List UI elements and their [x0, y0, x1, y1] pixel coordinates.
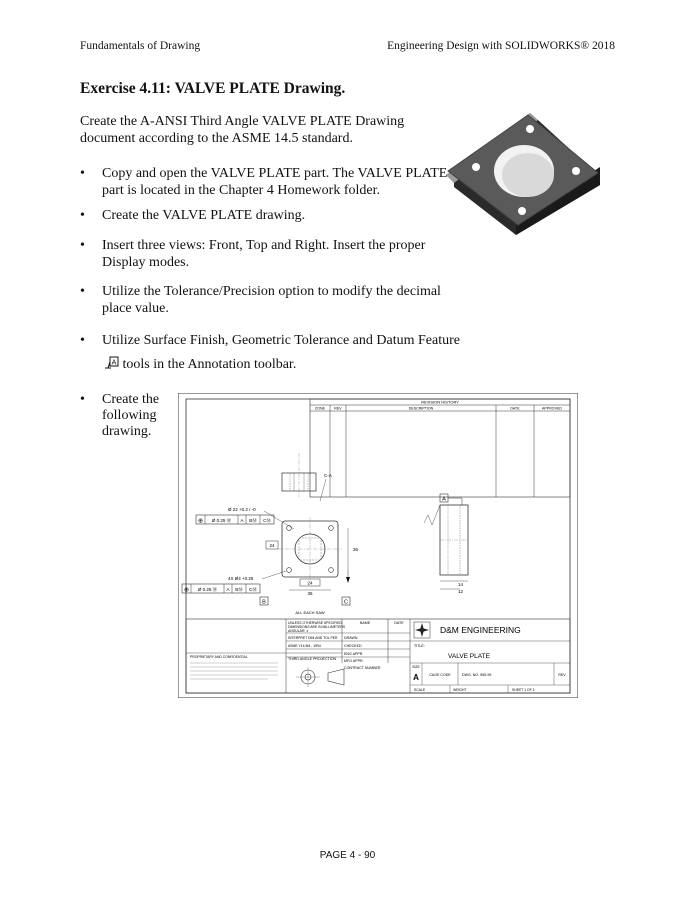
svg-text:Ø 0.25 Ⓜ: Ø 0.25 Ⓜ: [211, 518, 232, 523]
svg-text:SHEET 1 OF 1: SHEET 1 OF 1: [512, 688, 535, 692]
view-label: ALL EACH SAW: [295, 610, 325, 615]
svg-text:TITLE:: TITLE:: [414, 644, 425, 648]
dim-24-bottom: 24: [307, 580, 313, 586]
svg-text:DRAWN: DRAWN: [344, 636, 358, 640]
dim-36-right: 36: [353, 547, 359, 552]
svg-text:MFG APPR.: MFG APPR.: [344, 659, 364, 663]
valve-plate-part-image: [438, 105, 608, 240]
datum-c: C: [344, 599, 348, 606]
exercise-intro: Create the A-ANSI Third Angle VALVE PLATE Drawing document according to the ASME 14.5 standard.: [80, 114, 405, 146]
svg-text:DWG. NO. 555-99: DWG. NO. 555-99: [462, 673, 492, 677]
engineering-drawing-sheet: [178, 393, 578, 698]
svg-text:NAME: NAME: [359, 621, 371, 625]
revision-history-label: REVISION HISTORY: [421, 399, 459, 405]
datum-feature-icon: [105, 356, 119, 369]
list-item: • Create the following drawing.: [80, 392, 172, 440]
svg-text:DIMENSIONS ARE IN MILLIMETERS: DIMENSIONS ARE IN MILLIMETERS: [288, 625, 346, 629]
svg-text:ANGULAR: ±: ANGULAR: ±: [288, 629, 309, 633]
svg-text:BⓂ: BⓂ: [249, 518, 257, 523]
list-item: • Utilize Surface Finish, Geometric Tolerance and Datum Feature A tools in the Annotation toolbar.: [80, 329, 462, 377]
dim-36-bottom: 36: [307, 591, 313, 596]
svg-text:A: A: [226, 587, 230, 592]
exercise-title: Exercise 4.11: VALVE PLATE Drawing.: [80, 80, 346, 97]
svg-text:ASME Y14.5M - 1994: ASME Y14.5M - 1994: [288, 644, 321, 648]
part-title: VALVE PLATE: [448, 653, 490, 660]
svg-text:CⓂ: CⓂ: [263, 518, 271, 523]
svg-text:REV: REV: [558, 673, 566, 677]
svg-text:⊕: ⊕: [197, 518, 204, 525]
svg-text:DATE: DATE: [394, 621, 404, 625]
rev-col-zone: ZONE: [315, 406, 325, 411]
svg-text:PROPRIETARY AND CONFIDENTIAL: PROPRIETARY AND CONFIDENTIAL: [190, 655, 248, 659]
rev-col-rev: REV: [334, 406, 342, 411]
dim-holes: 4X Ø4 +0.25: [228, 576, 254, 581]
list-item: • Copy and open the VALVE PLATE part. The VALVE PLATE part is located in the Chapter 4 Homework folder.: [80, 165, 462, 199]
dim-24-left: 24: [269, 543, 275, 548]
dim-12: 12: [458, 589, 464, 594]
svg-text:UNLESS OTHERWISE SPECIFIED:: UNLESS OTHERWISE SPECIFIED:: [288, 621, 343, 625]
svg-text:⊕: ⊕: [183, 587, 190, 594]
svg-text:INTERPRET DIM AND TOL PER: INTERPRET DIM AND TOL PER: [288, 636, 338, 640]
svg-text:CHECKED: CHECKED: [344, 644, 362, 648]
svg-text:Ø 0.25 Ⓜ: Ø 0.25 Ⓜ: [197, 587, 218, 592]
svg-text:BⓂ: BⓂ: [235, 587, 243, 592]
header-right: Engineering Design with SOLIDWORKS® 2018: [387, 40, 615, 52]
rev-col-approved: APPROVED: [542, 406, 562, 411]
svg-text:ENG APPR.: ENG APPR.: [344, 652, 364, 656]
svg-text:CⓂ: CⓂ: [249, 587, 257, 592]
dim-14: 14: [458, 582, 464, 587]
svg-text:WEIGHT: WEIGHT: [453, 688, 467, 692]
dim-hole-diameter: Ø 22 +0.2 / -0: [228, 507, 256, 512]
list-item: • Utilize the Tolerance/Precision option to modify the decimal place value.: [80, 283, 462, 317]
svg-text:SIZE: SIZE: [412, 665, 420, 669]
company-name: D&M ENGINEERING: [440, 625, 521, 635]
section-label: C-A: [324, 473, 332, 478]
list-item: • Insert three views: Front, Top and Right. Insert the proper Display modes.: [80, 237, 432, 271]
svg-text:A: A: [111, 359, 117, 367]
svg-text:A: A: [413, 673, 419, 682]
rev-col-description: DESCRIPTION: [408, 406, 434, 411]
list-item: • Create the VALVE PLATE drawing.: [80, 207, 462, 224]
page-number: PAGE 4 - 90: [319, 850, 376, 861]
svg-text:THIRD ANGLE PROJECTION: THIRD ANGLE PROJECTION: [288, 657, 337, 661]
svg-text:CAGE CODE: CAGE CODE: [429, 673, 451, 677]
svg-text:SCALE: SCALE: [414, 688, 426, 692]
datum-b: B: [262, 599, 266, 606]
datum-a: A: [442, 496, 446, 503]
header-left: Fundamentals of Drawing: [80, 40, 201, 52]
svg-text:A: A: [240, 518, 244, 523]
svg-text:CONTRACT NUMBER: CONTRACT NUMBER: [344, 666, 381, 670]
rev-col-date: DATE: [510, 406, 520, 411]
